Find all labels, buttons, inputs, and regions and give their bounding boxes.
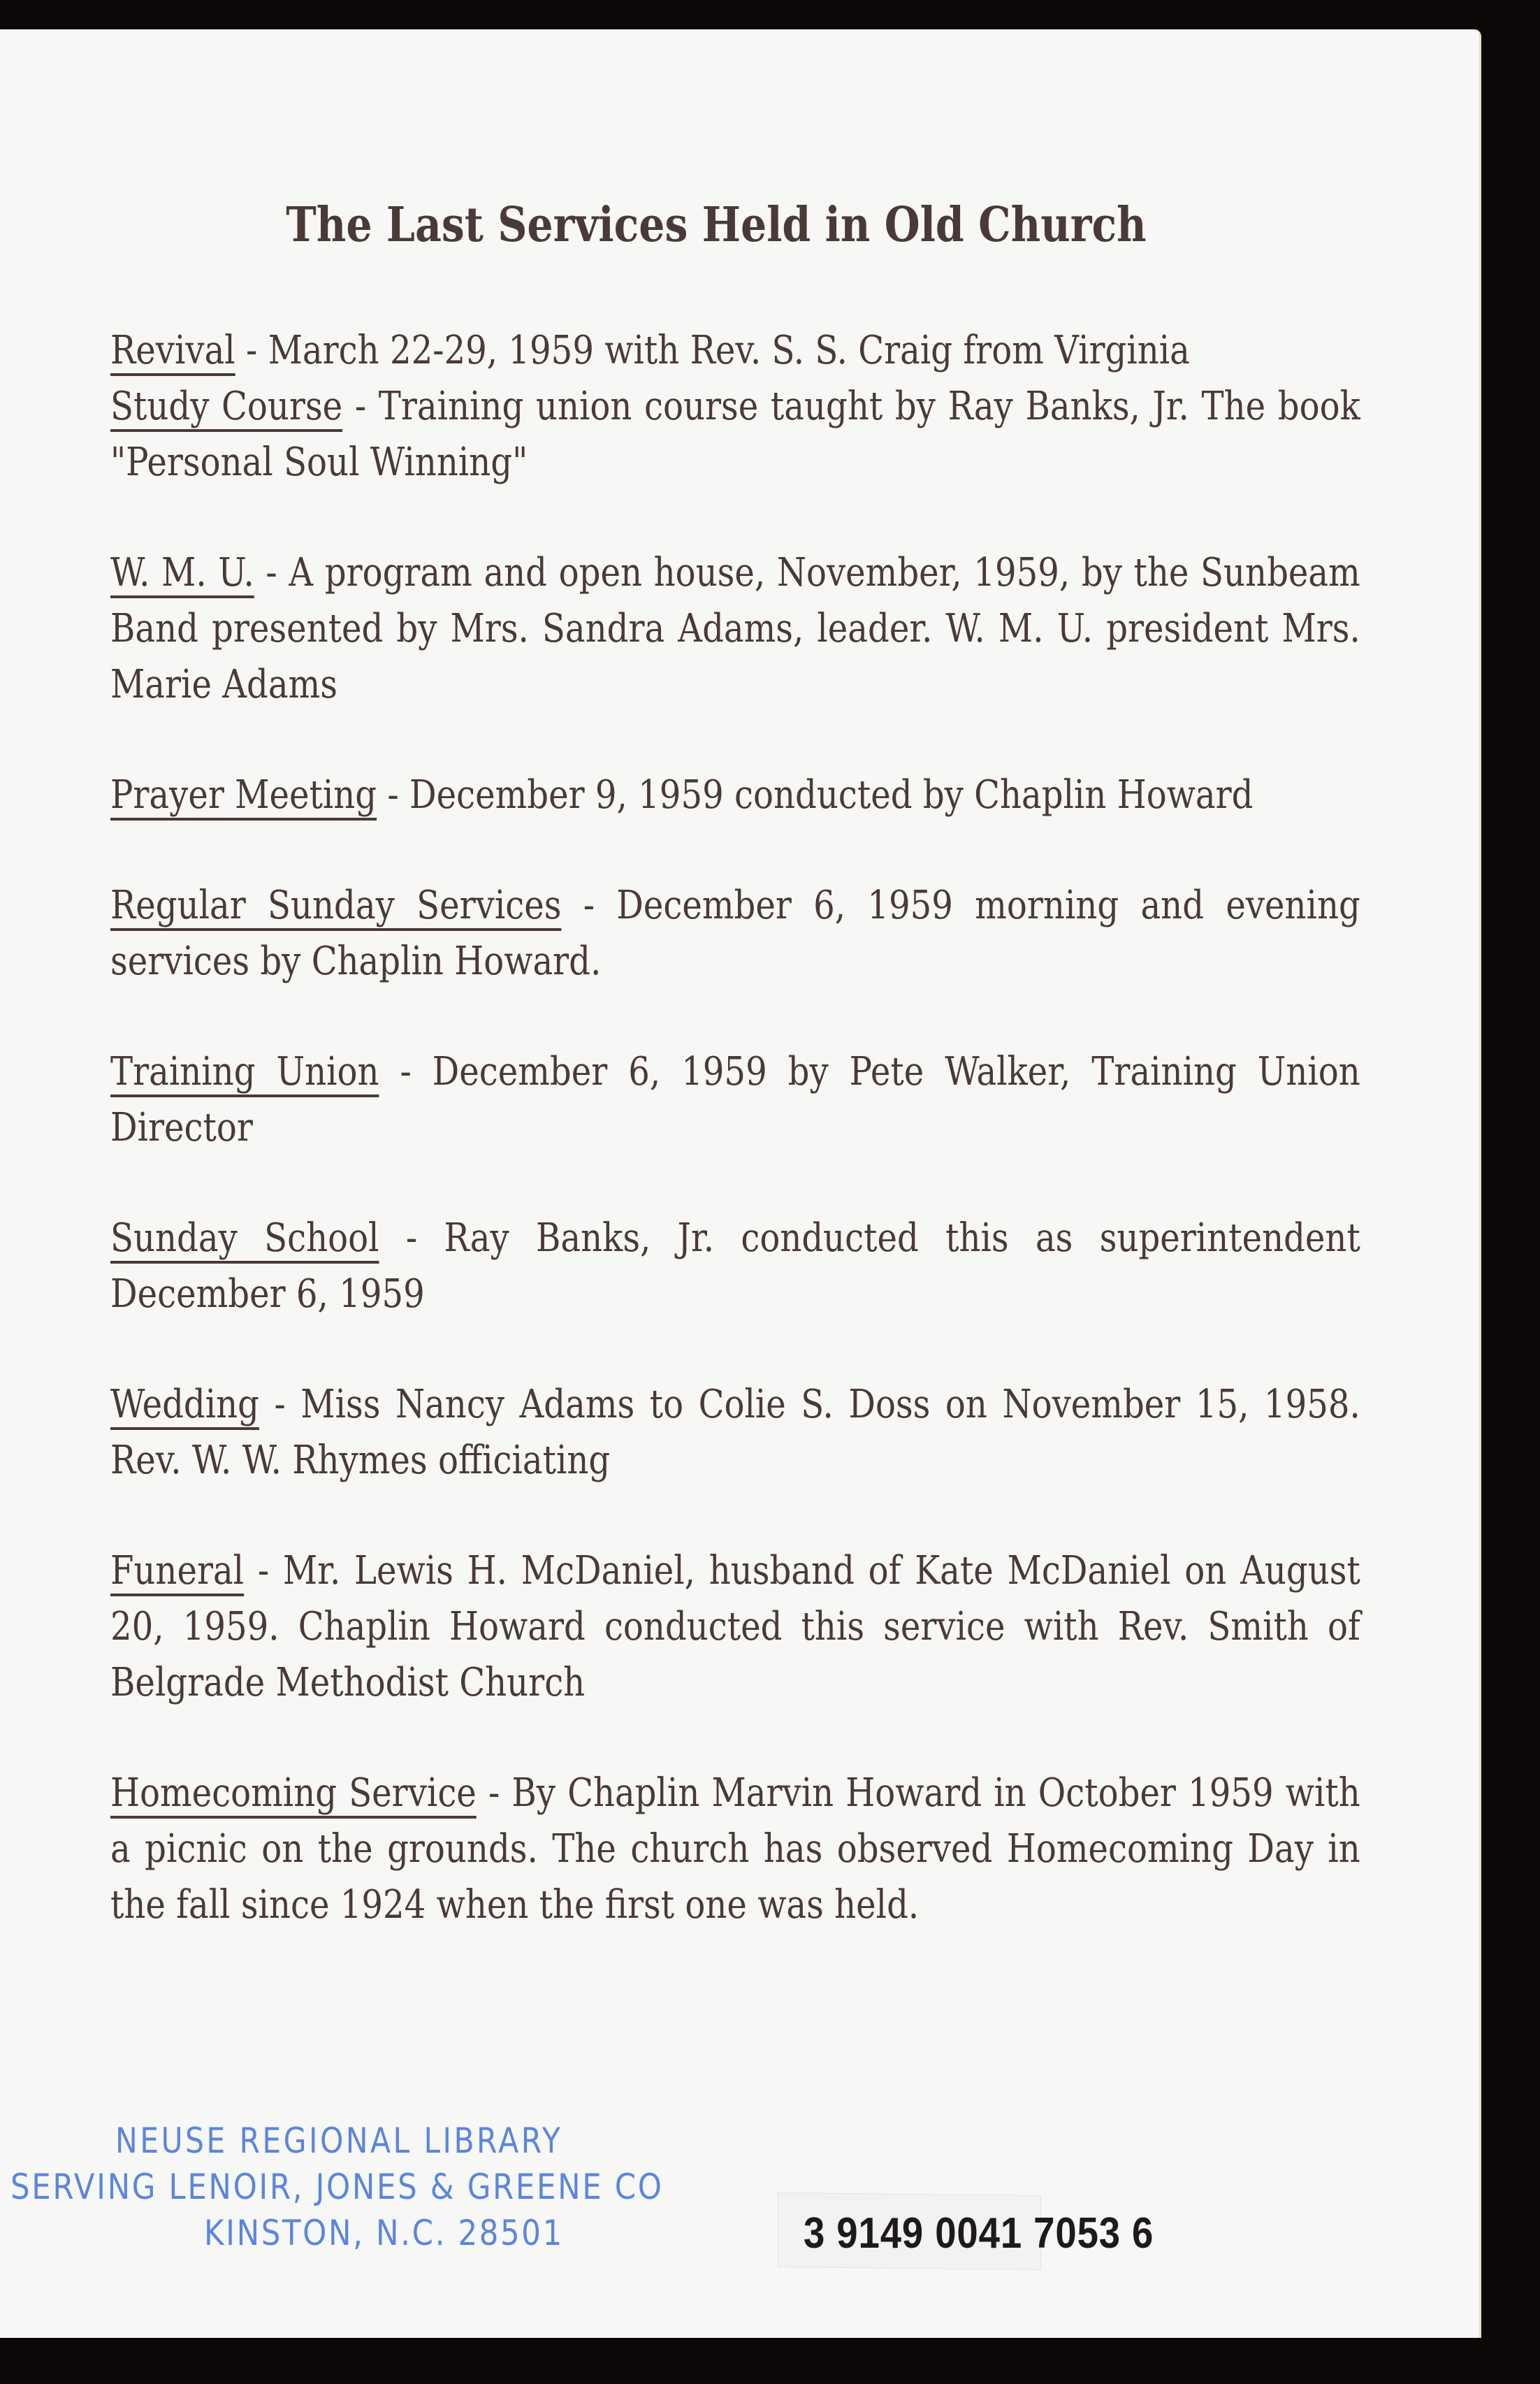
stamp-library-name: NEUSE REGIONAL LIBRARY <box>115 2121 563 2161</box>
entry-text: - December 6, 1959 morning and evening services by Chaplin Howard. <box>110 883 1360 984</box>
entry-text: - Mr. Lewis H. McDaniel, husband of Kate McDaniel on August 20, 1959. Chaplin Howard conducted this service with Rev. Smith of Belgrade Methodist Church <box>110 1548 1360 1705</box>
entry-prayer-meeting <box>110 767 1360 823</box>
entry-label: W. M. U. <box>110 550 254 595</box>
entry-text: - Training union course taught by Ray Banks, Jr. The book "Personal Soul Winning" <box>110 384 1360 485</box>
entry-label: Training Union <box>110 1049 379 1095</box>
entry-homecoming-service <box>110 1765 1360 1933</box>
services-list <box>110 323 1361 1933</box>
entry-label: Study Course <box>110 384 343 429</box>
entry-revival <box>110 323 1360 379</box>
entry-label: Sunday School <box>110 1215 379 1261</box>
document-page <box>0 29 1481 2338</box>
entry-text: - Miss Nancy Adams to Colie S. Doss on November 15, 1958. Rev. W. W. Rhymes officiating <box>110 1382 1360 1483</box>
page-title: The Last Services Held in Old Church <box>286 197 1147 253</box>
stamp-address: KINSTON, N.C. 28501 <box>204 2213 564 2253</box>
entry-sunday-school <box>110 1211 1360 1322</box>
entry-text: - Ray Banks, Jr. conducted this as superintendent December 6, 1959 <box>110 1215 1360 1317</box>
barcode-number: 3 9149 0041 7053 6 <box>804 2209 1154 2257</box>
entry-wedding <box>110 1377 1360 1489</box>
entry-regular-sunday-services <box>110 878 1360 990</box>
entry-label: Prayer Meeting <box>110 772 377 818</box>
entry-label: Homecoming Service <box>110 1770 477 1816</box>
entry-funeral <box>110 1543 1360 1711</box>
entry-label: Wedding <box>110 1382 259 1427</box>
entry-text: - December 9, 1959 conducted by Chaplin Howard <box>377 772 1254 818</box>
entry-label: Revival <box>110 328 235 373</box>
entry-label: Regular Sunday Services <box>110 883 562 928</box>
entry-wmu <box>110 545 1360 713</box>
stamp-service-area: SERVING LENOIR, JONES & GREENE CO <box>10 2167 664 2207</box>
entry-text: - March 22-29, 1959 with Rev. S. S. Craig from Virginia <box>235 328 1190 373</box>
entry-label: Funeral <box>110 1548 245 1594</box>
entry-study-course <box>110 379 1360 491</box>
entry-text: - A program and open house, November, 1959, by the Sunbeam Band presented by Mrs. Sandra Adams, leader. W. M. U. president Mrs. Marie Adams <box>110 550 1360 707</box>
entry-text: - By Chaplin Marvin Howard in October 1959 with a picnic on the grounds. The church has observed Homecoming Day in the fall since 1924 when the first one was held. <box>110 1770 1360 1928</box>
entry-text: - December 6, 1959 by Pete Walker, Training Union Director <box>110 1049 1360 1150</box>
entry-training-union <box>110 1044 1360 1156</box>
